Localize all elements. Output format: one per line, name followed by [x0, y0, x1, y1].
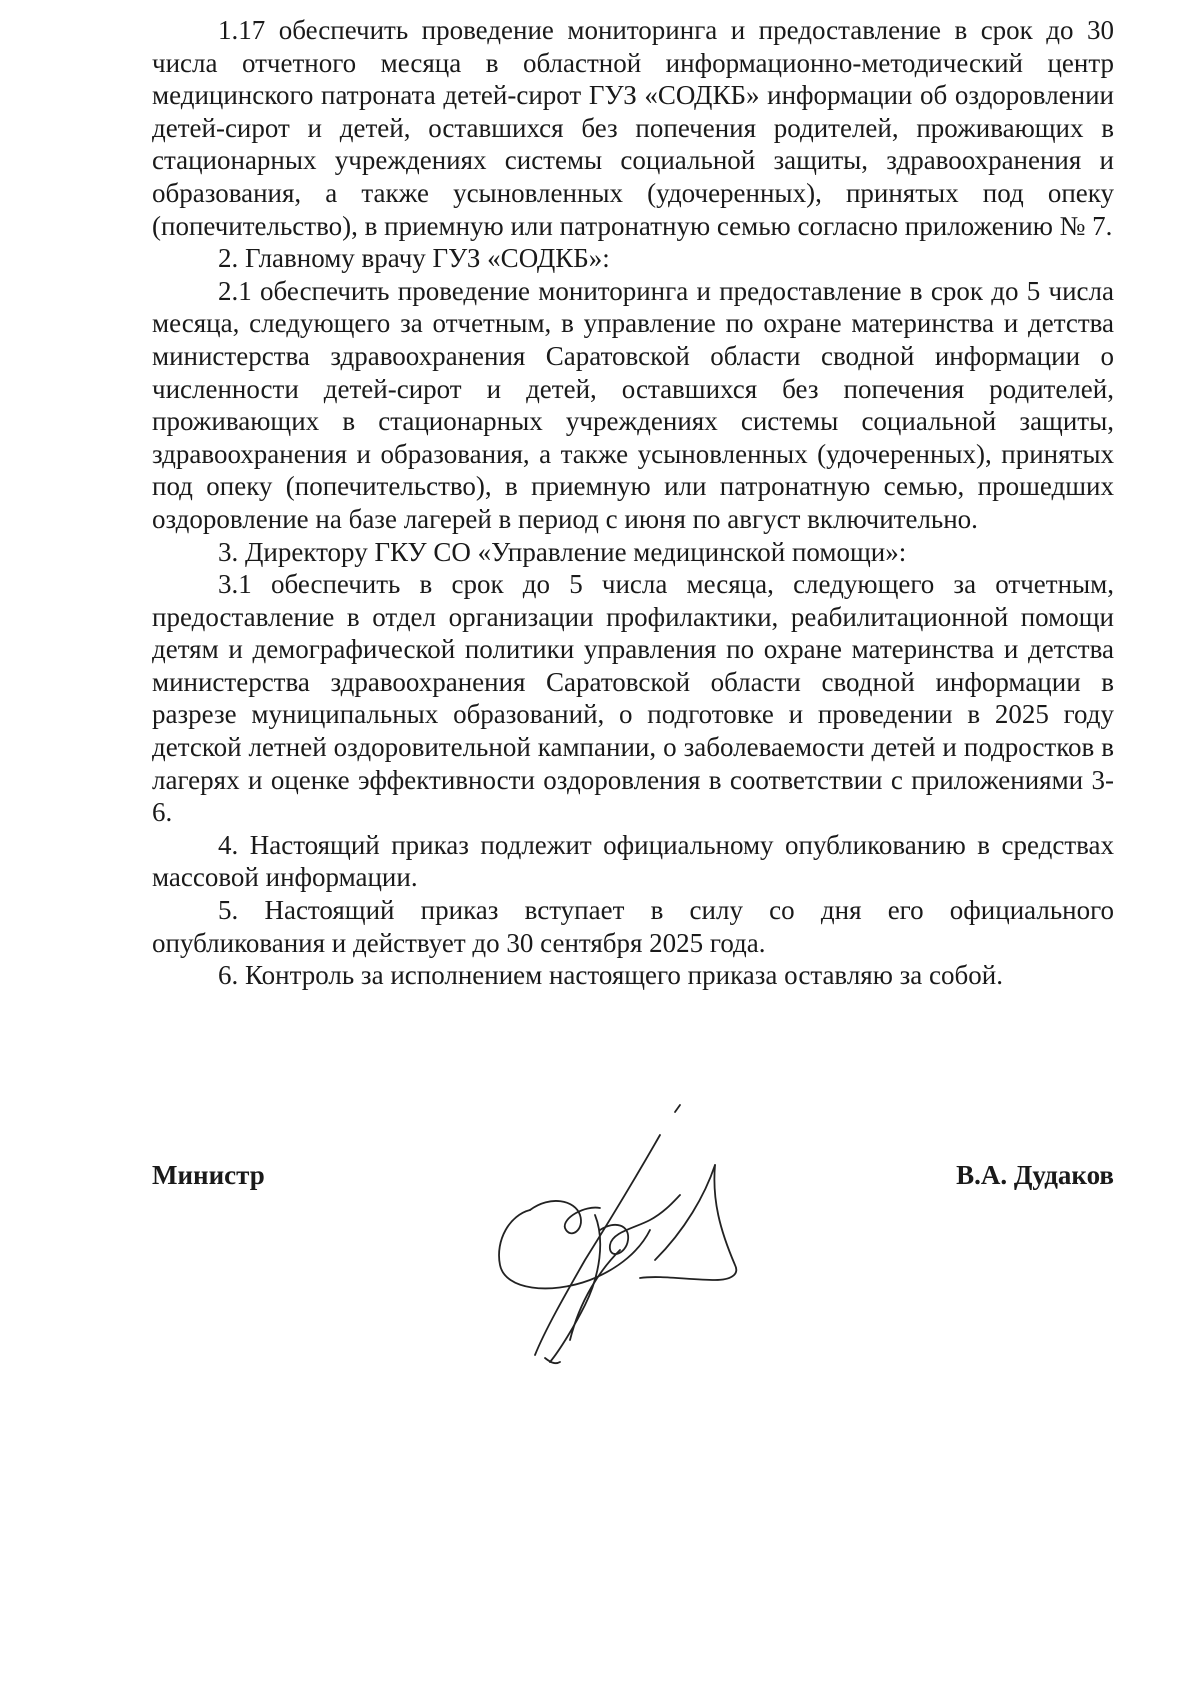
- paragraph-5: 5. Настоящий приказ вступает в силу со дня его официального опубликования и действует до 30 сентября 2025 года.: [152, 895, 1114, 958]
- paragraph-6: 6. Контроль за исполнением настоящего приказа оставляю за собой.: [218, 960, 1003, 991]
- paragraph-3: 3. Директору ГКУ СО «Управление медицинской помощи»:: [218, 536, 907, 567]
- paragraph-1-17: 1.17 обеспечить проведение мониторинга и предоставление в срок до 30 числа отчетного месяца в областной информационно-методический центр медицинского патроната детей-сирот ГУЗ «СОДКБ» информации об оздоровлении детей-сирот и детей, оставшихся без попечения родителей, проживающих в стационарных учреждениях системы социальной защиты, здравоохранения и образования, а также усыновленных (удочеренных), принятых под опеку (попечительство), в приемную или патронатную семью согласно приложению № 7.: [152, 15, 1114, 241]
- paragraph-2-1: 2.1 обеспечить проведение мониторинга и предоставление в срок до 5 числа месяца, следующего за отчетным, в управление по охране материнства и детства министерства здравоохранения Саратовской области сводной информации о численности детей-сирот и детей, оставшихся без попечения родителей, проживающих в стационарных учреждениях системы социальной защиты, здравоохранения и образования, а также усыновленных (удочеренных), принятых под опеку (попечительство), в приемную или патронатную семью, прошедших оздоровление на базе лагерей в период с июня по август включительно.: [152, 275, 1114, 534]
- handwritten-signature: [490, 1100, 820, 1390]
- paragraph-2: 2. Главному врачу ГУЗ «СОДКБ»:: [218, 243, 610, 274]
- signer-position: Министр: [152, 1160, 265, 1190]
- paragraph-3-1: 3.1 обеспечить в срок до 5 числа месяца, следующего за отчетным, предоставление в отдел организации профилактики, реабилитационной помощи детям и демографической политики управления по охране материнства и детства министерства здравоохранения Саратовской области сводной информации в разрезе муниципальных образований, о подготовке и проведении в 2025 году детской летней оздоровительной кампании, о заболеваемости детей и подростков в лагерях и оценке эффективности оздоровления в соответствии с приложениями 3-6.: [152, 569, 1114, 828]
- document-body: [152, 14, 1114, 992]
- signer-name: В.А. Дудаков: [956, 1160, 1114, 1190]
- paragraph-4: 4. Настоящий приказ подлежит официальному опубликованию в средствах массовой информации.: [152, 829, 1114, 893]
